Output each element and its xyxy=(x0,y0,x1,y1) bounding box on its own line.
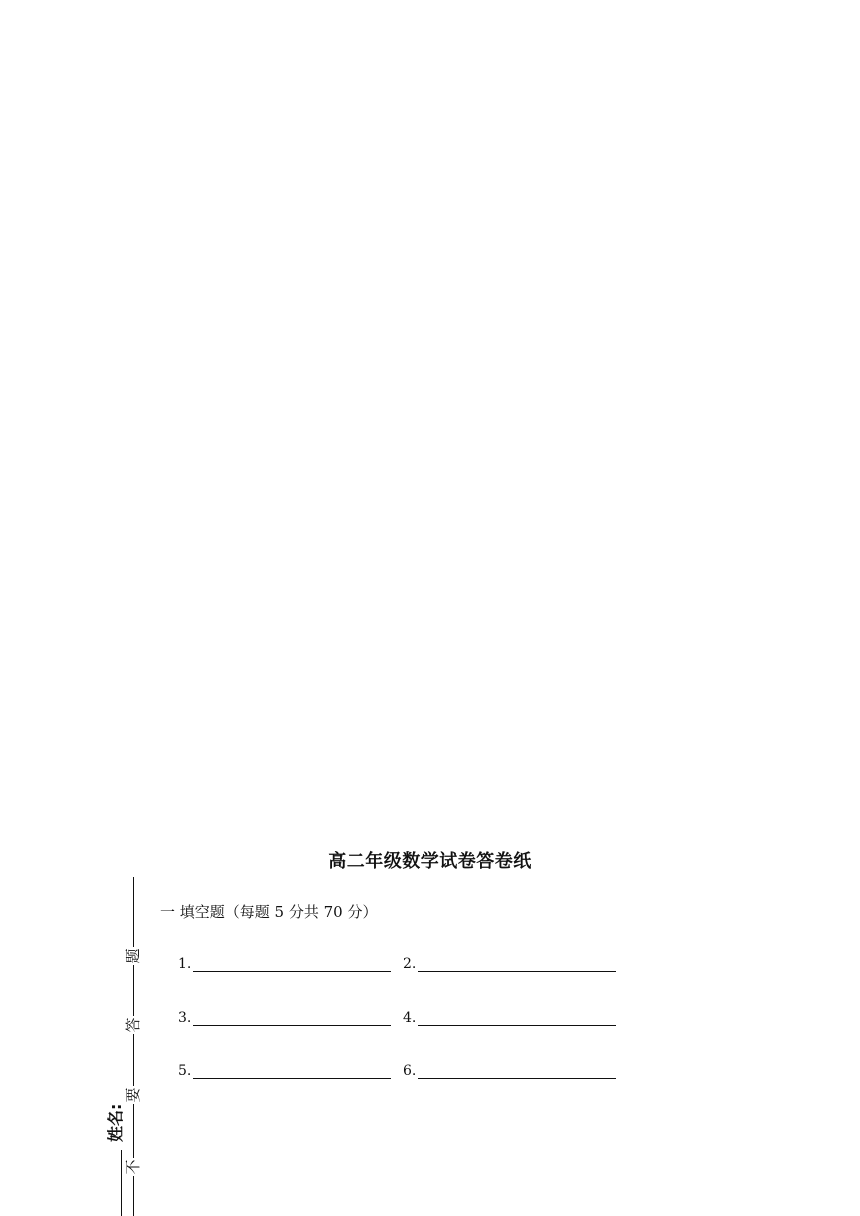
answer-number: 6. xyxy=(403,1063,417,1079)
answer-blank[interactable] xyxy=(418,1064,616,1079)
answer-blank[interactable] xyxy=(193,1011,391,1026)
section-heading: 一 填空题（每题 5 分共 70 分） xyxy=(160,903,378,921)
margin-char-da: 答 xyxy=(124,1017,142,1033)
answer-blank[interactable] xyxy=(193,1064,391,1079)
answer-number: 4. xyxy=(403,1010,417,1026)
answer-blank[interactable] xyxy=(418,1011,616,1026)
name-label: 姓名: xyxy=(106,1103,125,1142)
answer-number: 3. xyxy=(178,1010,192,1026)
margin-char-bu: 不 xyxy=(124,1159,142,1175)
page-title: 高二年级数学试卷答卷纸 xyxy=(328,851,532,872)
margin-char-ti: 题 xyxy=(124,948,142,964)
answer-number: 2. xyxy=(403,956,417,972)
answer-line-6 xyxy=(403,1063,616,1079)
answer-line-5 xyxy=(178,1063,391,1079)
answer-blank[interactable] xyxy=(193,957,391,972)
margin-char-yao: 要 xyxy=(124,1087,142,1103)
answer-line-1 xyxy=(178,956,391,972)
answer-number: 5. xyxy=(178,1063,192,1079)
answer-number: 1. xyxy=(178,956,192,972)
name-field-rule xyxy=(121,1150,122,1216)
answer-blank[interactable] xyxy=(418,957,616,972)
answer-line-4 xyxy=(403,1010,616,1026)
answer-line-3 xyxy=(178,1010,391,1026)
answer-line-2 xyxy=(403,956,616,972)
